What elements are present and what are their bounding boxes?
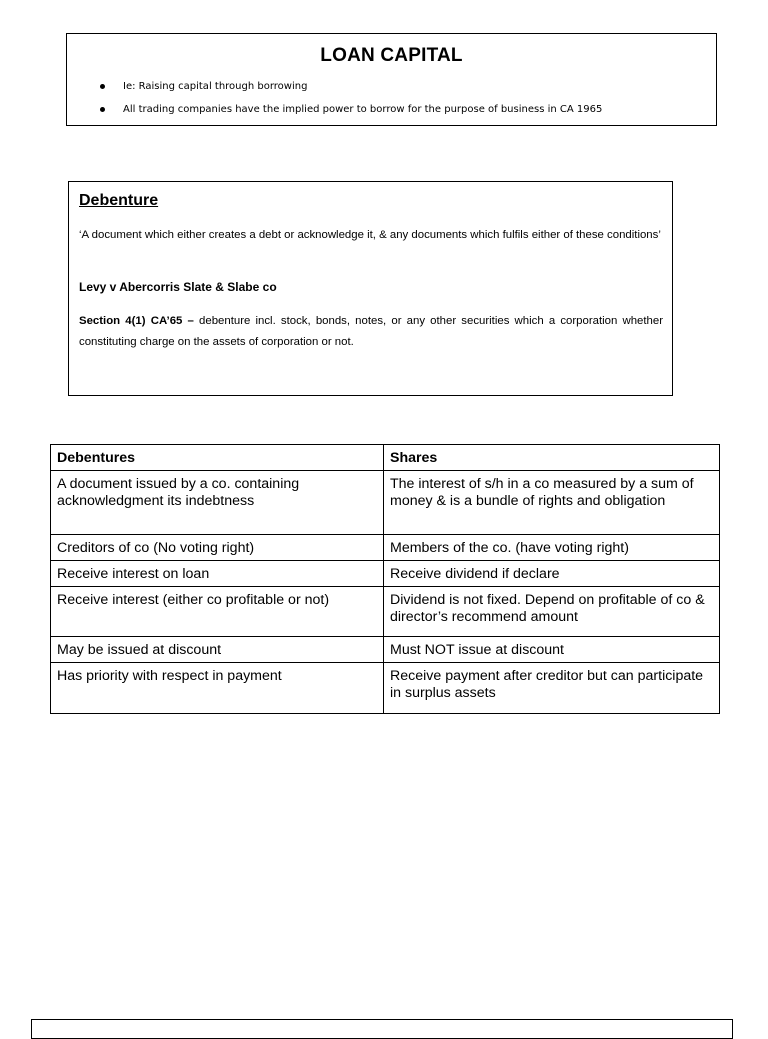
loan-capital-box	[66, 33, 717, 126]
bullet-item	[67, 103, 602, 126]
header-shares: Shares	[384, 445, 720, 471]
table-row	[51, 535, 720, 561]
table-cell: Receive interest on loan	[51, 561, 384, 587]
bullet-text: Ie: Raising capital through borrowing	[123, 81, 308, 92]
table-cell: The interest of s/h in a co measured by a sum of money & is a bundle of rights and obligation	[384, 471, 720, 535]
debenture-definition: ‘A document which either creates a debt or acknowledge it, & any documents which fulfils either of these conditions’	[79, 229, 661, 241]
bullet-item	[67, 80, 602, 103]
table-cell: Creditors of co (No voting right)	[51, 535, 384, 561]
loan-capital-bullet-list	[67, 80, 602, 126]
table-cell: May be issued at discount	[51, 637, 384, 663]
loan-capital-title: LOAN CAPITAL	[320, 45, 463, 66]
table-cell: Members of the co. (have voting right)	[384, 535, 720, 561]
debenture-section-paragraph	[79, 311, 663, 353]
bullet-dot-icon	[100, 84, 105, 89]
table-cell: Receive payment after creditor but can participate in surplus assets	[384, 663, 720, 714]
table-cell: Receive dividend if declare	[384, 561, 720, 587]
table-row	[51, 471, 720, 535]
table-row	[51, 663, 720, 714]
table-cell: A document issued by a co. containing acknowledgment its indebtness	[51, 471, 384, 535]
table-cell: Has priority with respect in payment	[51, 663, 384, 714]
next-page-box-edge	[31, 1019, 733, 1039]
table-cell: Must NOT issue at discount	[384, 637, 720, 663]
debentures-vs-shares-table	[50, 444, 720, 714]
debenture-box	[68, 181, 673, 396]
table-row	[51, 587, 720, 637]
section-lead: Section 4(1) CA’65 –	[79, 315, 194, 327]
table-cell: Receive interest (either co profitable or not)	[51, 587, 384, 637]
section-text: debenture incl. stock, bonds, notes, or any other securities which a corporation whether constituting charge on the assets of corporation or not.	[79, 315, 663, 348]
table-cell: Dividend is not fixed. Depend on profitable of co & director’s recommend amount	[384, 587, 720, 637]
table-row	[51, 561, 720, 587]
bullet-dot-icon	[100, 107, 105, 112]
table-row	[51, 637, 720, 663]
header-debentures: Debentures	[51, 445, 384, 471]
table-header-row	[51, 445, 720, 471]
bullet-text: All trading companies have the implied power to borrow for the purpose of business in CA 1965	[123, 104, 603, 115]
debenture-case-reference: Levy v Abercorris Slate & Slabe co	[79, 280, 277, 294]
debenture-title: Debenture	[79, 192, 159, 209]
